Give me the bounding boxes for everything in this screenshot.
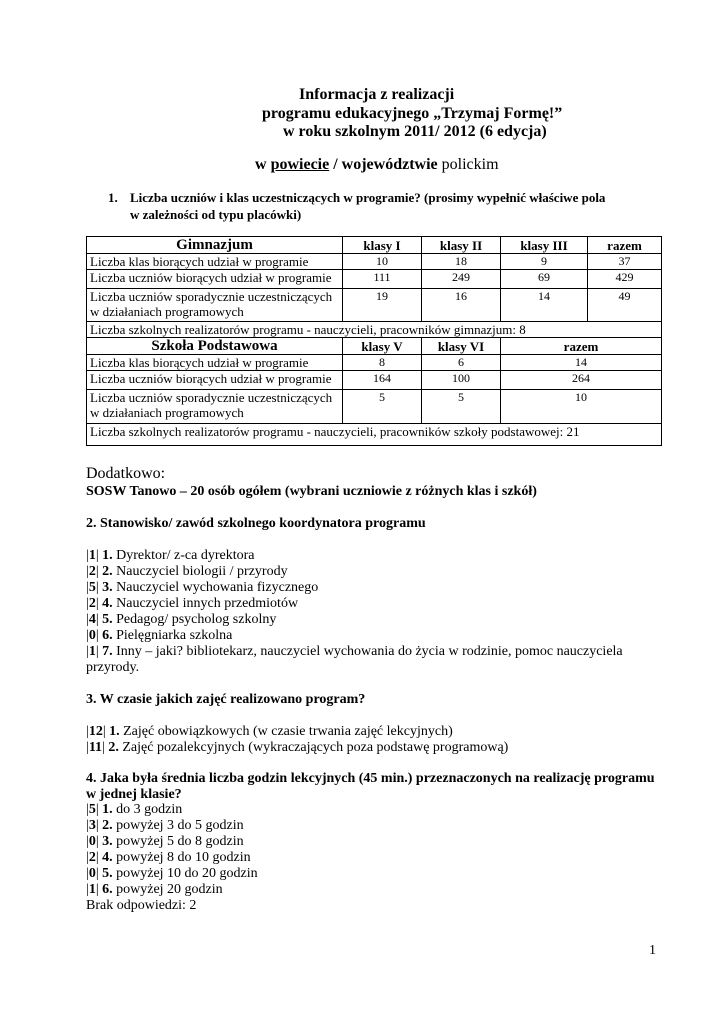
page-number: 1 (649, 943, 656, 958)
table-row (87, 371, 662, 390)
cell-value: 37 (588, 254, 662, 270)
cell-value: 10 (501, 390, 662, 424)
cell-value: 14 (501, 289, 588, 322)
location-line (255, 156, 499, 174)
cell-value: 14 (501, 355, 662, 371)
table-row (87, 270, 662, 289)
participation-table (86, 236, 662, 446)
list-item: |12| 1. Zajęć obowiązkowych (w czasie trwania zajęć lekcyjnych) (86, 724, 453, 739)
doc-title-line1: Informacja z realizacji (299, 86, 455, 103)
dodatkowo-text: SOSW Tanowo – 20 osób ogółem (wybrani uczniowie z różnych klas i szkół) (86, 484, 537, 499)
location-woj: województwie (341, 156, 438, 173)
gimnazjum-footer: Liczba szkolnych realizatorów programu - nauczycieli, pracowników gimnazjum: 8 (87, 322, 662, 338)
list-item: |1| 1. Dyrektor/ z-ca dyrektora (86, 548, 255, 563)
table-row (87, 424, 662, 446)
cell-value: 18 (422, 254, 501, 270)
q4-title: 4. Jaka była średnia liczba godzin lekcyjnych (45 min.) przeznaczonych na realizację programu w jednej klasie? (86, 771, 655, 802)
row-label: Liczba uczniów biorących udział w programie (87, 270, 343, 289)
list-item: |2| 4. Nauczyciel innych przedmiotów (86, 596, 299, 611)
cell-value: 8 (343, 355, 422, 371)
gim-col-3: klasy III (501, 237, 588, 254)
row-label: Liczba klas biorących udział w programie (87, 355, 343, 371)
row-label: Liczba uczniów sporadycznie uczestniczących w działaniach programowych (87, 390, 343, 424)
sp-col-1: klasy V (343, 338, 422, 355)
q3-title: 3. W czasie jakich zajęć realizowano program? (86, 692, 366, 707)
cell-value: 264 (501, 371, 662, 390)
podstawowa-footer: Liczba szkolnych realizatorów programu - nauczycieli, pracowników szkoły podstawowej: 21 (87, 424, 662, 446)
cell-value: 429 (588, 270, 662, 289)
table-row (87, 390, 662, 424)
cell-value: 49 (588, 289, 662, 322)
sp-col-3: razem (501, 338, 662, 355)
list-item: |1| 6. powyżej 20 godzin (86, 882, 223, 897)
list-item: |2| 4. powyżej 8 do 10 godzin (86, 850, 251, 865)
list-item: |0| 6. Pielęgniarka szkolna (86, 628, 233, 643)
doc-title-line2: programu edukacyjnego „Trzymaj Formę!” (262, 105, 563, 122)
cell-value: 249 (422, 270, 501, 289)
cell-value: 16 (422, 289, 501, 322)
list-item: |3| 2. powyżej 3 do 5 godzin (86, 818, 244, 833)
table-row (87, 355, 662, 371)
cell-value: 111 (343, 270, 422, 289)
doc-title-line3: w roku szkolnym 2011/ 2012 (6 edycja) (283, 123, 547, 140)
list-item: |11| 2. Zajęć pozalekcyjnych (wykraczających poza podstawę programową) (86, 740, 509, 755)
gim-col-2: klasy II (422, 237, 501, 254)
cell-value: 5 (422, 390, 501, 424)
q1-line2: w zależności od typu placówki) (130, 207, 302, 222)
sp-col-2: klasy VI (422, 338, 501, 355)
location-name: polickim (441, 156, 499, 173)
list-item: |1| 7. Inny – jaki? bibliotekarz, nauczyciel wychowania do życia w rodzinie, pomoc nauczyciela przyrody. (86, 644, 623, 675)
cell-value: 5 (343, 390, 422, 424)
q1-number: 1. (108, 190, 118, 205)
q1-line1: Liczba uczniów i klas uczestniczących w programie? (prosimy wypełnić właściwe pola (130, 190, 606, 205)
cell-value: 6 (422, 355, 501, 371)
cell-value: 69 (501, 270, 588, 289)
gim-col-1: klasy I (343, 237, 422, 254)
list-item: |4| 5. Pedagog/ psycholog szkolny (86, 612, 277, 627)
list-item: |5| 1. do 3 godzin (86, 802, 183, 817)
list-item: |0| 5. powyżej 10 do 20 godzin (86, 866, 258, 881)
dodatkowo-label: Dodatkowo: (86, 465, 166, 482)
q2-title: 2. Stanowisko/ zawód szkolnego koordynatora programu (86, 516, 426, 531)
location-prefix: w (255, 156, 267, 173)
gim-col-4: razem (588, 237, 662, 254)
cell-value: 19 (343, 289, 422, 322)
row-label: Liczba uczniów sporadycznie uczestniczących w działaniach programowych (87, 289, 343, 322)
location-sep: / (333, 156, 338, 173)
table-row (87, 289, 662, 322)
table-row (87, 322, 662, 338)
list-item: |0| 3. powyżej 5 do 8 godzin (86, 834, 244, 849)
q4-no-answer: Brak odpowiedzi: 2 (86, 898, 197, 913)
row-label: Liczba uczniów biorących udział w programie (87, 371, 343, 390)
gimnazjum-title: Gimnazjum (87, 237, 343, 254)
cell-value: 164 (343, 371, 422, 390)
podstawowa-title: Szkoła Podstawowa (87, 338, 343, 355)
location-powiat: powiecie (270, 156, 330, 173)
cell-value: 100 (422, 371, 501, 390)
cell-value: 10 (343, 254, 422, 270)
row-label: Liczba klas biorących udział w programie (87, 254, 343, 270)
list-item: |5| 3. Nauczyciel wychowania fizycznego (86, 580, 319, 595)
list-item: |2| 2. Nauczyciel biologii / przyrody (86, 564, 288, 579)
table-row (87, 254, 662, 270)
cell-value: 9 (501, 254, 588, 270)
